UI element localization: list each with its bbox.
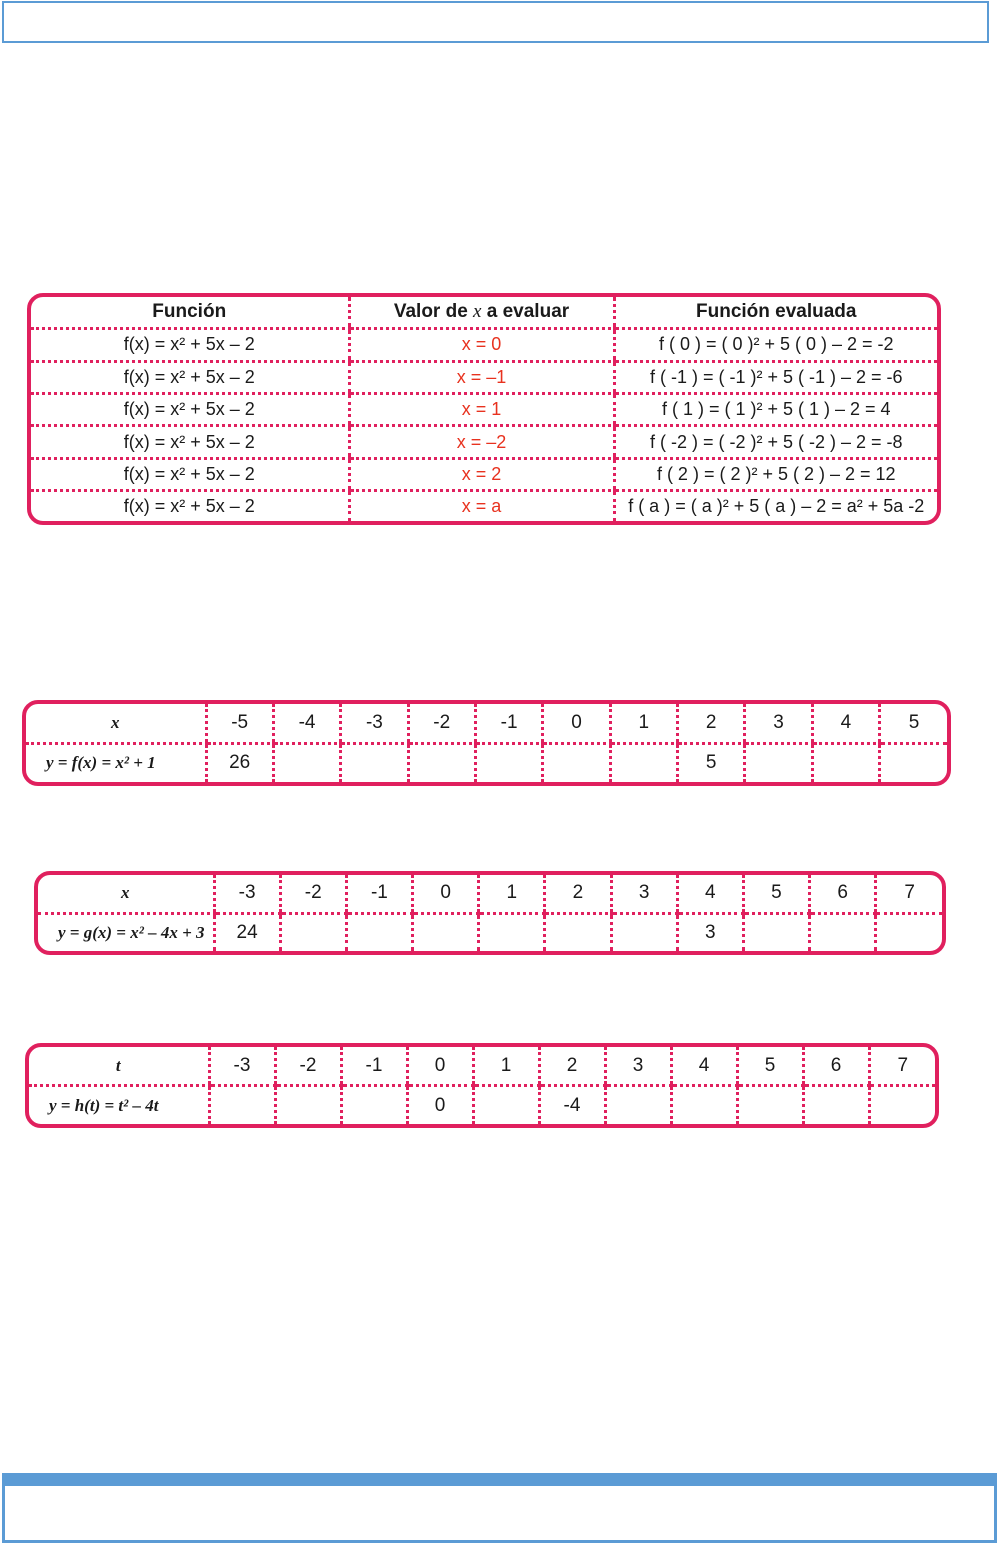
function-cell: f(x) = x² + 5x – 2	[31, 426, 349, 458]
input-value-cell: -5	[206, 704, 273, 743]
output-value-cell[interactable]	[543, 743, 610, 782]
function-cell: f(x) = x² + 5x – 2	[31, 393, 349, 425]
output-value-cell[interactable]: -4	[539, 1086, 605, 1125]
function-cell: f(x) = x² + 5x – 2	[123, 496, 255, 517]
output-value-cell[interactable]	[737, 1086, 803, 1125]
x-value-cell: x = 2	[349, 458, 614, 490]
output-value-cell[interactable]	[743, 913, 809, 951]
top-frame	[2, 1, 989, 43]
output-value-cell[interactable]: 5	[678, 743, 745, 782]
output-value-cell[interactable]: 0	[407, 1086, 473, 1125]
header-valor-var: x	[473, 301, 482, 323]
input-value-cell: 0	[543, 704, 610, 743]
table-row	[31, 426, 937, 458]
output-value-cell[interactable]	[605, 1086, 671, 1125]
input-value-cell: -1	[475, 704, 542, 743]
input-value-cell: -2	[275, 1047, 341, 1086]
table-header-row	[31, 297, 937, 329]
output-value-cell[interactable]	[408, 743, 475, 782]
x-value-cell: x = a	[349, 491, 614, 521]
output-value-cell[interactable]	[803, 1086, 869, 1125]
header-evaluada: Función evaluada	[614, 297, 937, 329]
input-value-cell: -3	[209, 1047, 275, 1086]
output-value-cell[interactable]	[275, 1086, 341, 1125]
input-value-cell: 4	[671, 1047, 737, 1086]
input-value-cell: 0	[413, 875, 479, 913]
function-cell: f(x) = x² + 5x – 2	[31, 458, 349, 490]
x-value-cell: x = 1	[349, 393, 614, 425]
table-row	[31, 393, 937, 425]
x-value-cell: x = –1	[349, 361, 614, 393]
input-value-cell: 1	[473, 1047, 539, 1086]
input-value-cell: -4	[273, 704, 340, 743]
output-value-cell[interactable]	[479, 913, 545, 951]
input-value-cell: -3	[341, 704, 408, 743]
evaluated-cell: f ( -2 ) = ( -2 )² + 5 ( -2 ) – 2 = -8	[614, 426, 937, 458]
table-row	[31, 329, 937, 361]
input-value-cell: 2	[545, 875, 611, 913]
function-label: y = h(t) = t² – 4t	[49, 1095, 159, 1115]
input-value-cell: 6	[810, 875, 876, 913]
input-value-cell: 4	[812, 704, 879, 743]
input-row	[38, 875, 942, 913]
x-value-cell: x = –2	[349, 426, 614, 458]
value-table-h	[25, 1043, 939, 1128]
output-value-cell[interactable]: 24	[214, 913, 280, 951]
function-cell: f(x) = x² + 5x – 2	[31, 361, 349, 393]
bottom-frame	[2, 1483, 997, 1543]
output-value-cell[interactable]	[812, 743, 879, 782]
input-value-cell: 3	[605, 1047, 671, 1086]
input-value-cell: 5	[737, 1047, 803, 1086]
header-funcion: Función	[31, 297, 349, 329]
table-row	[31, 458, 937, 490]
bottom-frame-band	[2, 1473, 997, 1483]
output-value-cell[interactable]: 3	[677, 913, 743, 951]
evaluated-cell: f ( 2 ) = ( 2 )² + 5 ( 2 ) – 2 = 12	[614, 458, 937, 490]
output-value-cell[interactable]	[671, 1086, 737, 1125]
output-value-cell[interactable]	[209, 1086, 275, 1125]
header-valor	[349, 297, 614, 329]
input-value-cell: 4	[677, 875, 743, 913]
function-label: y = g(x) = x² – 4x + 3	[58, 922, 205, 942]
output-value-cell[interactable]	[341, 743, 408, 782]
variable-label: t	[29, 1047, 209, 1086]
input-row	[26, 704, 947, 743]
output-value-cell[interactable]: 26	[206, 743, 273, 782]
output-value-cell[interactable]	[876, 913, 942, 951]
variable-label: x	[38, 875, 214, 913]
table-row	[31, 361, 937, 393]
output-row	[29, 1086, 935, 1125]
table-row	[31, 491, 937, 521]
output-value-cell[interactable]	[346, 913, 412, 951]
value-table-f	[22, 700, 951, 786]
input-row	[29, 1047, 935, 1086]
header-valor-post: a evaluar	[481, 301, 570, 323]
input-value-cell: 3	[745, 704, 812, 743]
input-value-cell: 0	[407, 1047, 473, 1086]
output-value-cell[interactable]	[869, 1086, 935, 1125]
output-value-cell[interactable]	[473, 1086, 539, 1125]
header-valor-pre: Valor de	[393, 301, 474, 323]
input-value-cell: -2	[280, 875, 346, 913]
output-value-cell[interactable]	[610, 743, 677, 782]
input-value-cell: 6	[803, 1047, 869, 1086]
input-value-cell: 5	[880, 704, 947, 743]
evaluated-cell: f ( 0 ) = ( 0 )² + 5 ( 0 ) – 2 = -2	[614, 329, 937, 361]
input-value-cell: 7	[869, 1047, 935, 1086]
output-value-cell[interactable]	[341, 1086, 407, 1125]
output-value-cell[interactable]	[745, 743, 812, 782]
output-value-cell[interactable]	[273, 743, 340, 782]
input-value-cell: 2	[539, 1047, 605, 1086]
input-value-cell: 3	[611, 875, 677, 913]
output-value-cell[interactable]	[475, 743, 542, 782]
output-value-cell[interactable]	[545, 913, 611, 951]
output-value-cell[interactable]	[880, 743, 947, 782]
input-value-cell: -2	[408, 704, 475, 743]
function-label: y = f(x) = x² + 1	[46, 753, 156, 773]
x-value-cell: x = 0	[349, 329, 614, 361]
evaluated-cell: f ( -1 ) = ( -1 )² + 5 ( -1 ) – 2 = -6	[614, 361, 937, 393]
evaluated-cell: f ( 1 ) = ( 1 )² + 5 ( 1 ) – 2 = 4	[614, 393, 937, 425]
evaluation-table	[27, 293, 941, 525]
input-value-cell: -3	[214, 875, 280, 913]
input-value-cell: 7	[876, 875, 942, 913]
output-row	[38, 913, 942, 951]
input-value-cell: -1	[341, 1047, 407, 1086]
variable-label: x	[26, 704, 206, 743]
output-value-cell[interactable]	[810, 913, 876, 951]
input-value-cell: 1	[610, 704, 677, 743]
output-value-cell[interactable]	[280, 913, 346, 951]
value-table-g	[34, 871, 946, 955]
input-value-cell: 1	[479, 875, 545, 913]
input-value-cell: 2	[678, 704, 745, 743]
function-cell: f(x) = x² + 5x – 2	[31, 329, 349, 361]
output-value-cell[interactable]	[413, 913, 479, 951]
input-value-cell: -1	[346, 875, 412, 913]
output-row	[26, 743, 947, 782]
input-value-cell: 5	[743, 875, 809, 913]
evaluated-cell: f ( a ) = ( a )² + 5 ( a ) – 2 = a² + 5a -2	[614, 491, 937, 521]
output-value-cell[interactable]	[611, 913, 677, 951]
